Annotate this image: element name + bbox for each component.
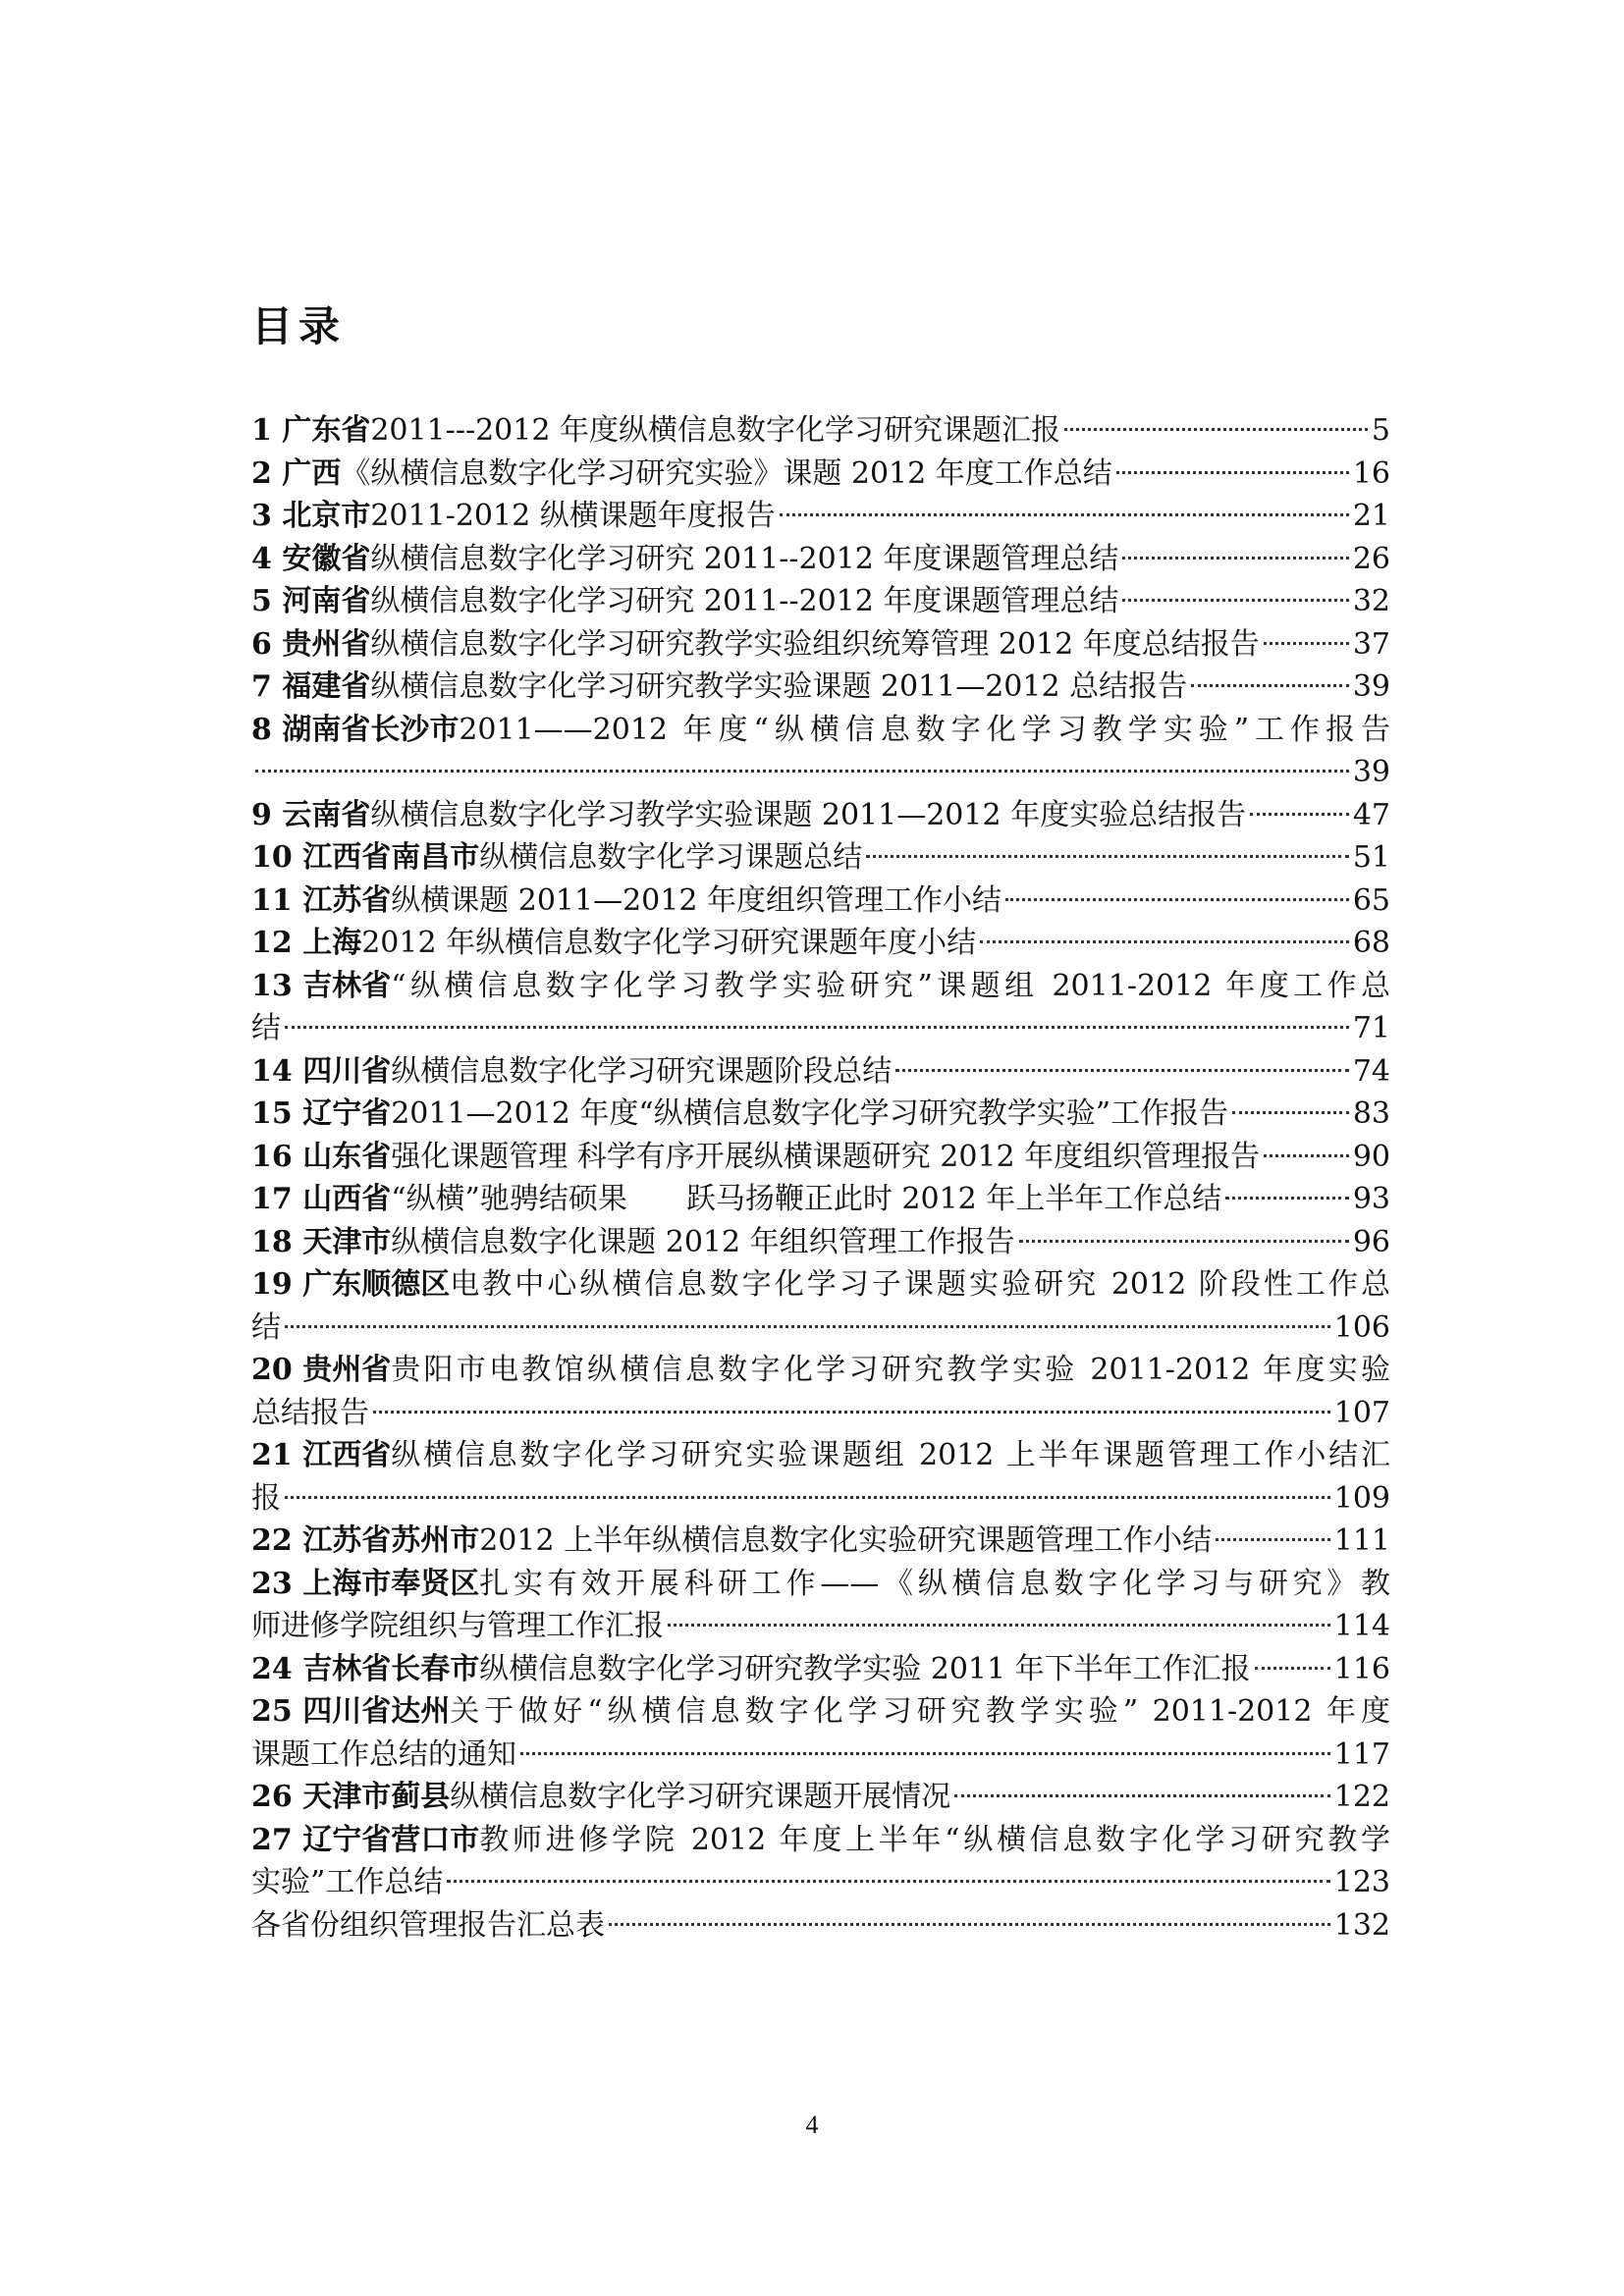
toc-entry[interactable] xyxy=(251,1648,1390,1691)
dot-leader xyxy=(1064,428,1368,431)
dot-leader xyxy=(1122,557,1348,560)
toc-entry-title: 纵横信息数字化学习研究课题开展情况 xyxy=(450,1780,951,1814)
toc-entry-title: 纵横信息数字化学习研究教学实验组织统筹管理 2012 年度总结报告 xyxy=(370,626,1260,662)
toc-entry-title: 纵横信息数字化学习教学实验课题 2011—2012 年度实验总结报告 xyxy=(370,797,1247,832)
toc-entry-page: 37 xyxy=(1352,626,1390,662)
toc-entry-continuation[interactable] xyxy=(251,1392,1390,1435)
toc-entry-continuation[interactable] xyxy=(251,1007,1390,1050)
toc-entry-page: 74 xyxy=(1352,1053,1390,1089)
toc-entry-title-cont: 课题工作总结的通知 xyxy=(251,1736,516,1772)
toc-entry[interactable] xyxy=(251,880,1390,923)
toc-entry[interactable] xyxy=(251,453,1390,496)
toc-entry-region: 18 天津市 xyxy=(251,1224,392,1259)
toc-entry-region: 16 山东省 xyxy=(251,1139,392,1174)
dot-leader xyxy=(285,1496,1330,1499)
toc-entry-page: 106 xyxy=(1333,1309,1390,1345)
toc-entry-title: 2011—2012 年度“纵横信息数字化学习研究教学实验”工作报告 xyxy=(391,1096,1229,1131)
toc-entry-page: 68 xyxy=(1352,926,1390,960)
toc-entry[interactable] xyxy=(251,1263,1390,1307)
toc-entry-page: 122 xyxy=(1333,1780,1390,1814)
toc-entry[interactable] xyxy=(251,1178,1390,1221)
toc-entry-region: 24 吉林省长春市 xyxy=(251,1651,480,1686)
toc-entry-title: 纵横信息数字化学习课题总结 xyxy=(479,840,863,875)
dot-leader xyxy=(1116,471,1349,474)
toc-entry-page: 47 xyxy=(1352,797,1390,832)
dot-leader xyxy=(1191,684,1349,687)
toc-entry-region: 20 贵州省 xyxy=(251,1353,392,1387)
toc-entry-title: 教师进修学院 2012 年度上半年“纵横信息数字化学习研究教学 xyxy=(479,1822,1390,1857)
toc-entry[interactable] xyxy=(251,1221,1390,1264)
toc-entry-region: 5 河南省 xyxy=(251,584,371,618)
toc-entry-continuation[interactable] xyxy=(251,751,1390,794)
toc-entry-region: 2 广西 xyxy=(251,455,342,491)
toc-entry-title: 电教中心纵横信息数字化学习子课题实验研究 2012 阶段性工作总 xyxy=(450,1267,1390,1302)
toc-entry-page: 123 xyxy=(1333,1865,1390,1899)
toc-entry-title: 贵阳市电教馆纵横信息数字化学习研究教学实验 2011-2012 年度实验 xyxy=(391,1353,1390,1387)
toc-entry-region: 26 天津市蓟县 xyxy=(251,1780,451,1814)
toc-entry-region: 22 江苏省苏州市 xyxy=(251,1523,480,1558)
toc-entry[interactable] xyxy=(251,709,1390,752)
toc-entry-page: 65 xyxy=(1352,882,1390,918)
toc-entry-region: 6 贵州省 xyxy=(251,626,371,662)
dot-leader xyxy=(1232,1111,1349,1114)
toc-entry-page: 32 xyxy=(1352,584,1390,618)
toc-entry[interactable] xyxy=(251,409,1390,453)
toc-entry[interactable] xyxy=(251,580,1390,623)
toc-entry-title: 纵横信息数字化学习研究 2011--2012 年度课题管理总结 xyxy=(370,584,1119,618)
dot-leader xyxy=(1019,1240,1349,1243)
toc-entry-title: 2011---2012 年度纵横信息数字化学习研究课题汇报 xyxy=(370,413,1060,448)
toc-entry-region: 7 福建省 xyxy=(251,669,371,704)
toc-entry[interactable] xyxy=(251,1093,1390,1136)
toc-entry-title: “纵横”驰骋结硕果 跃马扬鞭正此时 2012 年上半年工作总结 xyxy=(391,1182,1222,1216)
toc-entry-region: 11 江苏省 xyxy=(251,882,392,918)
toc-entry-page: 26 xyxy=(1352,541,1390,576)
toc-entry[interactable] xyxy=(251,1563,1390,1606)
toc-entry[interactable] xyxy=(251,666,1390,709)
toc-entry-title-cont: 实验”工作总结 xyxy=(251,1865,444,1899)
toc-entry[interactable] xyxy=(251,1904,1390,1948)
toc-entry-title: 纵横信息数字化学习研究课题阶段总结 xyxy=(391,1053,893,1089)
toc-entry-page: 39 xyxy=(1352,755,1390,789)
toc-entry-page: 51 xyxy=(1352,840,1390,875)
toc-entry-page: 109 xyxy=(1333,1480,1390,1516)
toc-entry-page: 90 xyxy=(1352,1139,1390,1174)
toc-entry-title: 2011——2012 年度“纵横信息数字化学习教学实验”工作报告 xyxy=(459,712,1390,747)
toc-entry-page: 71 xyxy=(1352,1011,1390,1045)
toc-entry[interactable] xyxy=(251,922,1390,965)
toc-entry-title-cont: 结 xyxy=(251,1309,281,1345)
toc-entry[interactable] xyxy=(251,965,1390,1008)
toc-entry-region: 15 辽宁省 xyxy=(251,1096,392,1131)
dot-leader xyxy=(285,1026,1349,1029)
toc-entry[interactable] xyxy=(251,1434,1390,1477)
toc-entry[interactable] xyxy=(251,495,1390,538)
dot-leader xyxy=(1122,599,1348,602)
toc-entry-page: 21 xyxy=(1352,499,1390,533)
toc-entry-page: 39 xyxy=(1352,669,1390,704)
toc-entry-title: 纵横课题 2011—2012 年度组织管理工作小结 xyxy=(391,882,1001,918)
toc-entry-title-cont: 结 xyxy=(251,1011,281,1045)
dot-leader xyxy=(954,1794,1330,1797)
toc-entry-title: 纵横信息数字化学习研究实验课题组 2012 上半年课题管理工作小结汇 xyxy=(391,1438,1390,1472)
toc-entry-region: 25 四川省达州 xyxy=(251,1694,451,1729)
toc-entry-title: 2011-2012 纵横课题年度报告 xyxy=(370,499,776,533)
toc-entry[interactable] xyxy=(251,1690,1390,1734)
toc-entry-title: 扎实有效开展科研工作——《纵横信息数字化学习与研究》教 xyxy=(479,1566,1390,1601)
dot-leader xyxy=(1225,1197,1349,1200)
toc-list xyxy=(251,409,1390,1947)
toc-entry-region: 14 四川省 xyxy=(251,1053,392,1089)
toc-entry[interactable] xyxy=(251,538,1390,581)
toc-entry-page: 96 xyxy=(1352,1224,1390,1259)
dot-leader xyxy=(373,1411,1330,1414)
toc-entry-page: 114 xyxy=(1333,1609,1390,1643)
toc-entry-title: 各省份组织管理报告汇总表 xyxy=(251,1907,605,1943)
toc-entry[interactable] xyxy=(251,1050,1390,1094)
dot-leader xyxy=(780,513,1349,516)
toc-entry-region: 3 北京市 xyxy=(251,499,371,533)
toc-entry-region: 23 上海市奉贤区 xyxy=(251,1566,480,1601)
toc-entry[interactable] xyxy=(251,1776,1390,1819)
toc-entry-title-cont: 总结报告 xyxy=(251,1395,369,1430)
toc-entry[interactable] xyxy=(251,836,1390,880)
toc-entry-title: 《纵横信息数字化学习研究实验》课题 2012 年度工作总结 xyxy=(341,455,1112,491)
dot-leader xyxy=(1250,813,1349,816)
toc-entry[interactable] xyxy=(251,1819,1390,1862)
dot-leader xyxy=(1264,642,1349,645)
dot-leader xyxy=(1216,1538,1330,1541)
toc-entry[interactable] xyxy=(251,623,1390,667)
toc-entry-page: 117 xyxy=(1333,1736,1390,1772)
toc-entry-region: 21 江西省 xyxy=(251,1438,392,1472)
toc-entry-title: 纵横信息数字化学习研究 2011--2012 年度课题管理总结 xyxy=(370,541,1119,576)
toc-entry-title: 关于做好“纵横信息数字化学习研究教学实验” 2011-2012 年度 xyxy=(450,1694,1390,1729)
toc-entry-title: 强化课题管理 科学有序开展纵横课题研究 2012 年度组织管理报告 xyxy=(391,1139,1261,1174)
toc-entry-continuation[interactable] xyxy=(251,1734,1390,1777)
toc-entry-page: 111 xyxy=(1333,1523,1390,1558)
toc-entry-continuation[interactable] xyxy=(251,1307,1390,1350)
toc-entry-title-cont: 师进修学院组织与管理工作汇报 xyxy=(251,1609,664,1643)
dot-leader xyxy=(895,1069,1349,1072)
toc-entry[interactable] xyxy=(251,1520,1390,1563)
dot-leader xyxy=(1264,1154,1349,1157)
dot-leader xyxy=(447,1880,1329,1883)
toc-entry-page: 116 xyxy=(1333,1651,1390,1686)
toc-entry-region: 9 云南省 xyxy=(251,797,371,832)
toc-entry-title: 2012 年纵横信息数字化学习研究课题年度小结 xyxy=(361,926,977,960)
toc-entry[interactable] xyxy=(251,794,1390,837)
toc-entry-continuation[interactable] xyxy=(251,1861,1390,1904)
toc-entry-title: 纵横信息数字化课题 2012 年组织管理工作报告 xyxy=(391,1224,1015,1259)
toc-entry-continuation[interactable] xyxy=(251,1605,1390,1648)
dot-leader xyxy=(668,1624,1330,1627)
toc-entry-title-cont: 报 xyxy=(251,1480,281,1516)
dot-leader xyxy=(609,1923,1330,1926)
toc-entry-title: 纵横信息数字化学习研究教学实验课题 2011—2012 总结报告 xyxy=(370,669,1188,704)
toc-entry[interactable] xyxy=(251,1349,1390,1392)
toc-entry-page: 5 xyxy=(1371,413,1390,448)
toc-entry-page: 16 xyxy=(1352,455,1390,491)
toc-entry-region: 17 山西省 xyxy=(251,1182,392,1216)
toc-entry-continuation[interactable] xyxy=(251,1477,1390,1521)
toc-entry-page: 83 xyxy=(1352,1096,1390,1131)
toc-entry-region: 8 湖南省长沙市 xyxy=(251,712,460,747)
toc-entry-region: 4 安徽省 xyxy=(251,541,371,576)
dot-leader xyxy=(980,940,1349,943)
toc-entry-page: 93 xyxy=(1352,1182,1390,1216)
dot-leader xyxy=(520,1752,1330,1755)
dot-leader xyxy=(866,855,1349,858)
dot-leader xyxy=(255,770,1349,773)
toc-entry-page: 107 xyxy=(1333,1395,1390,1430)
toc-entry-region: 27 辽宁省营口市 xyxy=(251,1822,480,1857)
toc-entry-page: 132 xyxy=(1333,1907,1390,1943)
toc-entry-region: 19 广东顺德区 xyxy=(251,1267,451,1302)
toc-entry-region: 10 江西省南昌市 xyxy=(251,840,480,875)
toc-title: 目录 xyxy=(251,302,347,350)
toc-entry-region: 13 吉林省 xyxy=(251,968,392,1003)
toc-entry[interactable] xyxy=(251,1136,1390,1179)
toc-entry-region: 12 上海 xyxy=(251,926,362,960)
toc-entry-title: 纵横信息数字化学习研究教学实验 2011 年下半年工作汇报 xyxy=(479,1651,1251,1686)
dot-leader xyxy=(1255,1667,1330,1670)
toc-entry-region: 1 广东省 xyxy=(251,413,371,448)
dot-leader xyxy=(1005,898,1349,901)
toc-entry-title: 2012 上半年纵横信息数字化实验研究课题管理工作小结 xyxy=(479,1523,1213,1558)
toc-entry-title: “纵横信息数字化学习教学实验研究”课题组 2011-2012 年度工作总 xyxy=(391,968,1390,1003)
dot-leader xyxy=(285,1325,1330,1328)
page-number: 4 xyxy=(805,2110,819,2139)
